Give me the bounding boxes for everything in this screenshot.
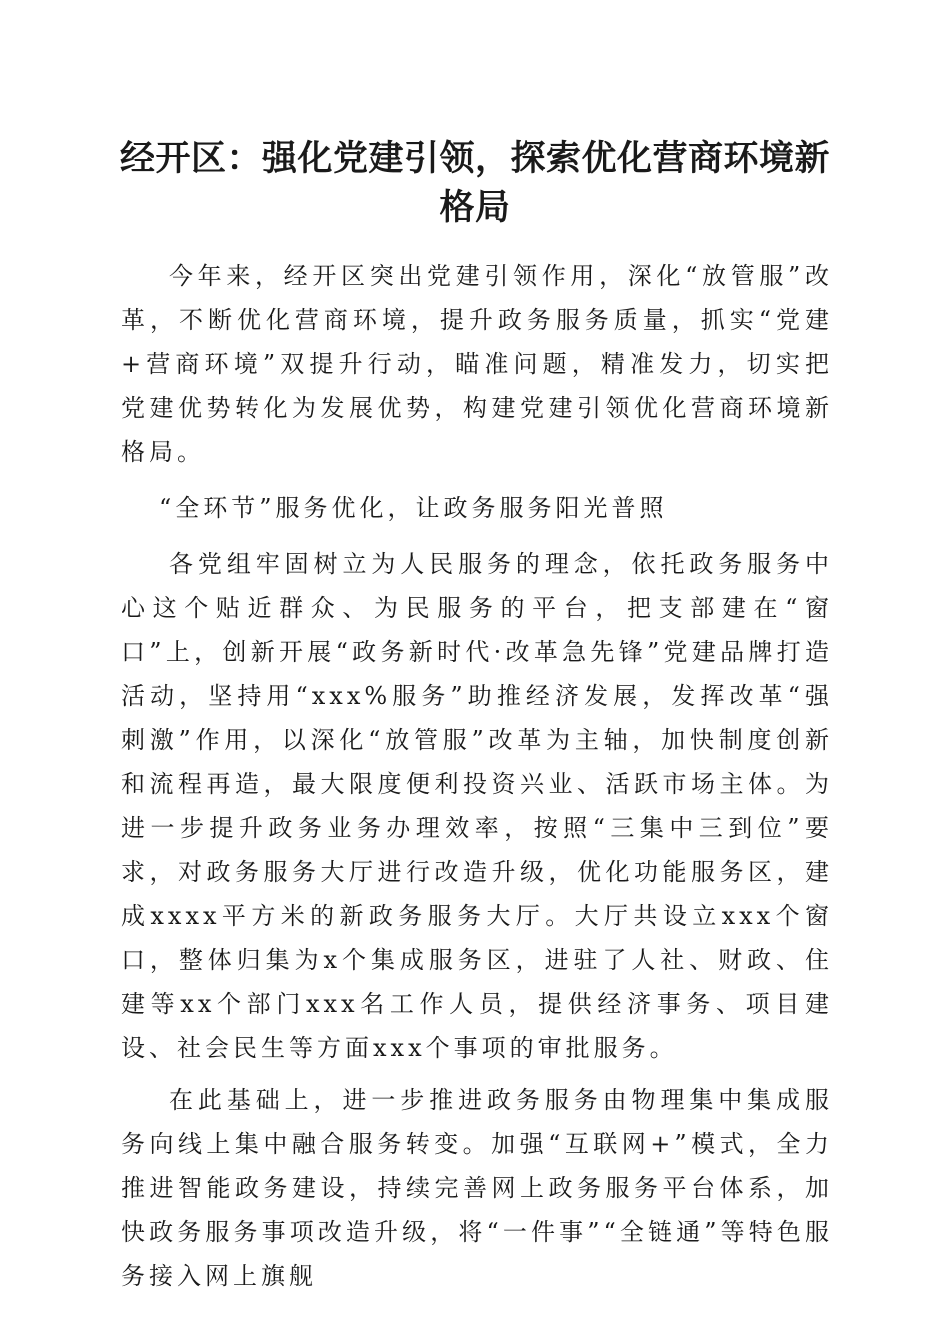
title-line-1: 经开区：强化党建引领，探索优化营商环境新 — [119, 138, 830, 179]
document-title — [100, 134, 850, 232]
intro-paragraph: 今年来，经开区突出党建引领作用，深化“放管服”改革，不断优化营商环境，提升政务服务质量，抓实“党建+营商环境”双提升行动，瞄准问题，精准发力，切实把党建优势转化为发展优势，构建党建引领优化营商环境新格局。 — [121, 262, 833, 466]
section-heading: “全环节”服务优化，让政务服务阳光普照 — [159, 494, 668, 522]
title-line-2: 格局 — [439, 187, 511, 228]
body-paragraph-2: 各党组牢固树立为人民服务的理念，依托政务服务中心这个贴近群众、为民服务的平台，把支部建在“窗口”上，创新开展“政务新时代·改革急先锋”党建品牌打造活动，坚持用“xxx%服务”助推经济发展，发挥改革“强刺激”作用，以深化“放管服”改革为主轴，加快制度创新和流程再造，最大限度便利投资兴业、活跃市场主体。为进一步提升政务业务办理效率，按照“三集中三到位”要求，对政务服务大厅进行改造升级，优化功能服务区，建成xxxx平方米的新政务服务大厅。大厅共设立xxx个窗口，整体归集为x个集成服务区，进驻了人社、财政、住建等xx个部门xxx名工作人员，提供经济事务、项目建设、社会民生等方面xxx个事项的审批服务。 — [121, 550, 833, 1062]
document-body — [121, 254, 833, 1298]
body-paragraph-3: 在此基础上，进一步推进政务服务由物理集中集成服务向线上集中融合服务转变。加强“互联网+”模式，全力推进智能政务建设，持续完善网上政务服务平台体系，加快政务服务事项改造升级，将“一件事”“全链通”等特色服务接入网上旗舰 — [121, 1086, 833, 1290]
